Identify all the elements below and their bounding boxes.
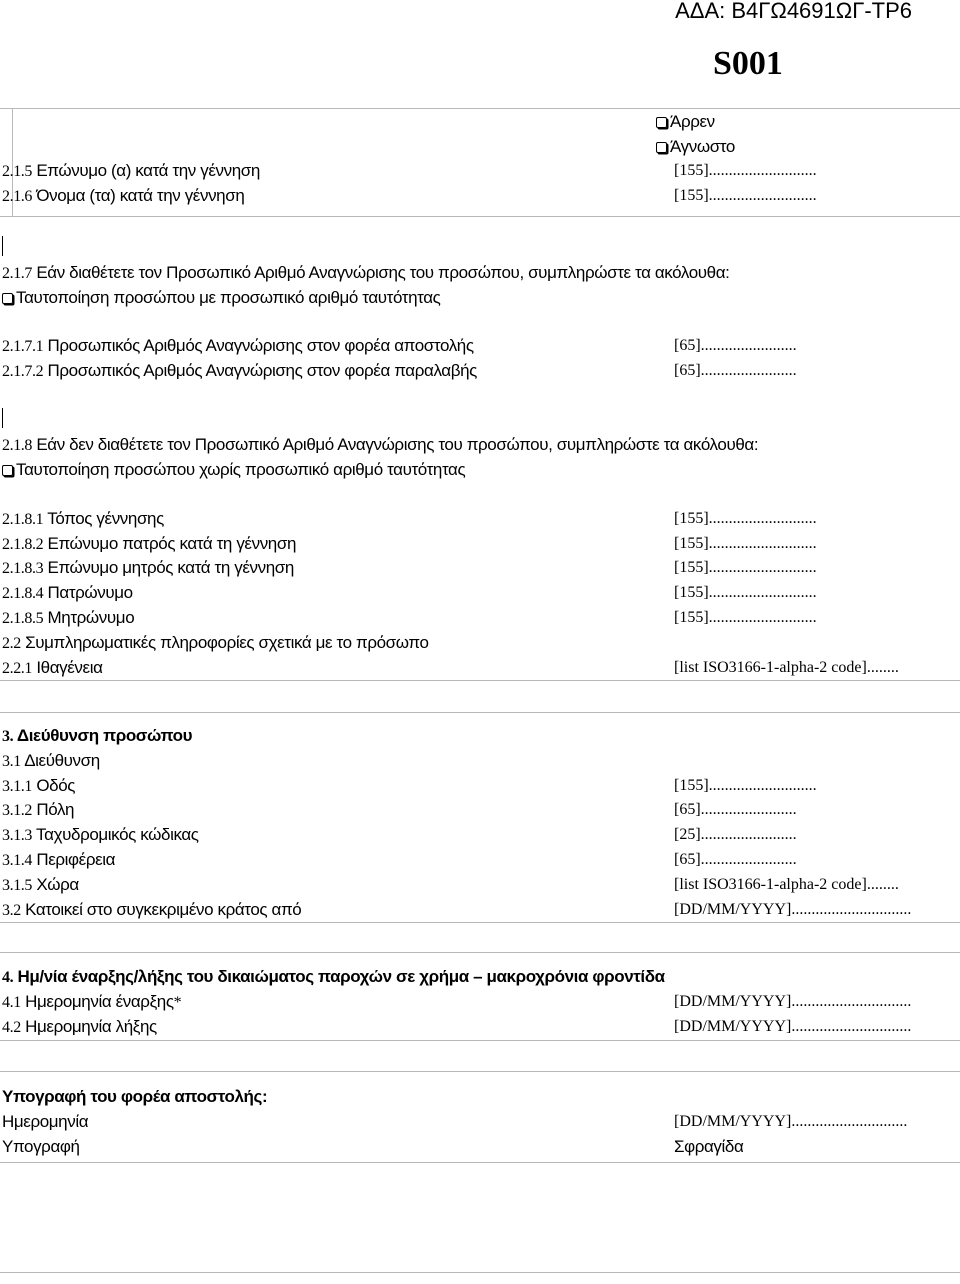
signature-date-value[interactable]: [DD/MM/YYYY]............................. <box>674 1113 908 1130</box>
divider <box>0 1272 960 1273</box>
divider <box>0 712 960 713</box>
text-cursor <box>2 408 3 428</box>
checkbox-icon <box>656 142 667 153</box>
field-mother-surname: 2.1.8.3 Επώνυμο μητρός κατά τη γέννηση <box>2 558 294 577</box>
section-218-checkbox[interactable]: Ταυτοποίηση προσώπου χωρίς προσωπικό αριθμό ταυτότητας <box>2 459 465 481</box>
field-pin-receiving: 2.1.7.2 Προσωπικός Αριθμός Αναγνώρισης στον φορέα παραλαβής <box>2 361 477 380</box>
checkbox-icon <box>2 293 13 304</box>
gender-option-unknown[interactable]: Άγνωστο <box>656 136 735 158</box>
field-father-name: 2.1.8.4 Πατρώνυμο <box>2 583 133 602</box>
field-pin-sending-value[interactable]: [65]........................ <box>674 337 797 354</box>
field-place-of-birth-value[interactable]: [155]........................... <box>674 510 817 527</box>
field-name-birth: 2.1.6 Όνομα (τα) κατά την γέννηση <box>2 186 245 205</box>
field-end-date: 4.2 Ημερομηνία λήξης <box>2 1017 157 1036</box>
field-father-surname-value[interactable]: [155]........................... <box>674 535 817 552</box>
divider <box>0 1162 960 1163</box>
divider <box>0 108 960 109</box>
field-pin-receiving-value[interactable]: [65]........................ <box>674 362 797 379</box>
gender-option-male[interactable]: Άρρεν <box>656 111 715 133</box>
field-resident-since: 3.2 Κατοικεί στο συγκεκριμένο κράτος από <box>2 900 302 919</box>
divider <box>0 1040 960 1041</box>
field-postcode: 3.1.3 Ταχυδρομικός κώδικας <box>2 825 199 844</box>
text-cursor <box>2 236 3 256</box>
field-surname-birth: 2.1.5 Επώνυμο (α) κατά την γέννηση <box>2 161 260 180</box>
field-mother-name-value[interactable]: [155]........................... <box>674 609 817 626</box>
section-218-text: 2.1.8 Εάν δεν διαθέτετε τον Προσωπικό Αριθμό Αναγνώρισης του προσώπου, συμπληρώστε τα ακόλουθα: <box>2 435 759 454</box>
divider <box>0 680 960 681</box>
signature-stamp-label: Σφραγίδα <box>674 1137 744 1156</box>
field-resident-since-value[interactable]: [DD/MM/YYYY].............................. <box>674 901 912 918</box>
section-3-title: 3. Διεύθυνση προσώπου <box>2 726 193 745</box>
field-surname-birth-value[interactable]: [155]........................... <box>674 162 817 179</box>
signature-date-label: Ημερομηνία <box>2 1112 89 1131</box>
section-4-title: 4. Ημ/νία έναρξης/λήξης του δικαιώματος παροχών σε χρήμα – μακροχρόνια φροντίδα <box>2 967 665 986</box>
field-nationality-value[interactable]: [list ISO3166-1-alpha-2 code]........ <box>674 659 899 676</box>
form-code: S001 <box>713 45 783 82</box>
divider <box>0 216 960 217</box>
field-postcode-value[interactable]: [25]........................ <box>674 826 797 843</box>
signature-title: Υπογραφή του φορέα αποστολής: <box>2 1087 268 1106</box>
field-father-name-value[interactable]: [155]........................... <box>674 584 817 601</box>
field-start-date: 4.1 Ημερομηνία έναρξης* <box>2 992 182 1011</box>
field-name-birth-value[interactable]: [155]........................... <box>674 187 817 204</box>
field-city-value[interactable]: [65]........................ <box>674 801 797 818</box>
field-start-date-value[interactable]: [DD/MM/YYYY].............................. <box>674 993 912 1010</box>
field-street-value[interactable]: [155]........................... <box>674 777 817 794</box>
field-street: 3.1.1 Οδός <box>2 776 76 795</box>
field-country-value[interactable]: [list ISO3166-1-alpha-2 code]........ <box>674 876 899 893</box>
field-end-date-value[interactable]: [DD/MM/YYYY].............................. <box>674 1018 912 1035</box>
field-nationality: 2.2.1 Ιθαγένεια <box>2 658 103 677</box>
field-father-surname: 2.1.8.2 Επώνυμο πατρός κατά τη γέννηση <box>2 534 296 553</box>
section-217-text: 2.1.7 Εάν διαθέτετε τον Προσωπικό Αριθμό Αναγνώρισης του προσώπου, συμπληρώστε τα ακόλουθα: <box>2 263 730 282</box>
divider <box>0 1071 960 1072</box>
checkbox-icon <box>656 117 667 128</box>
section-217-checkbox[interactable]: Ταυτοποίηση προσώπου με προσωπικό αριθμό ταυτότητας <box>2 287 440 309</box>
checkbox-icon <box>2 465 13 476</box>
section-31-heading: 3.1 Διεύθυνση <box>2 751 100 770</box>
field-region: 3.1.4 Περιφέρεια <box>2 850 116 869</box>
field-mother-name: 2.1.8.5 Μητρώνυμο <box>2 608 135 627</box>
divider <box>0 922 960 923</box>
field-pin-sending: 2.1.7.1 Προσωπικός Αριθμός Αναγνώρισης στον φορέα αποστολής <box>2 336 474 355</box>
signature-sign-label: Υπογραφή <box>2 1137 80 1156</box>
field-place-of-birth: 2.1.8.1 Τόπος γέννησης <box>2 509 164 528</box>
field-country: 3.1.5 Χώρα <box>2 875 79 894</box>
divider <box>0 952 960 953</box>
ada-code: ΑΔΑ: Β4ΓΩ4691ΩΓ-ΤΡ6 <box>675 0 912 23</box>
field-region-value[interactable]: [65]........................ <box>674 851 797 868</box>
field-mother-surname-value[interactable]: [155]........................... <box>674 559 817 576</box>
field-city: 3.1.2 Πόλη <box>2 800 75 819</box>
section-22-heading: 2.2 Συμπληρωματικές πληροφορίες σχετικά με το πρόσωπο <box>2 633 429 652</box>
